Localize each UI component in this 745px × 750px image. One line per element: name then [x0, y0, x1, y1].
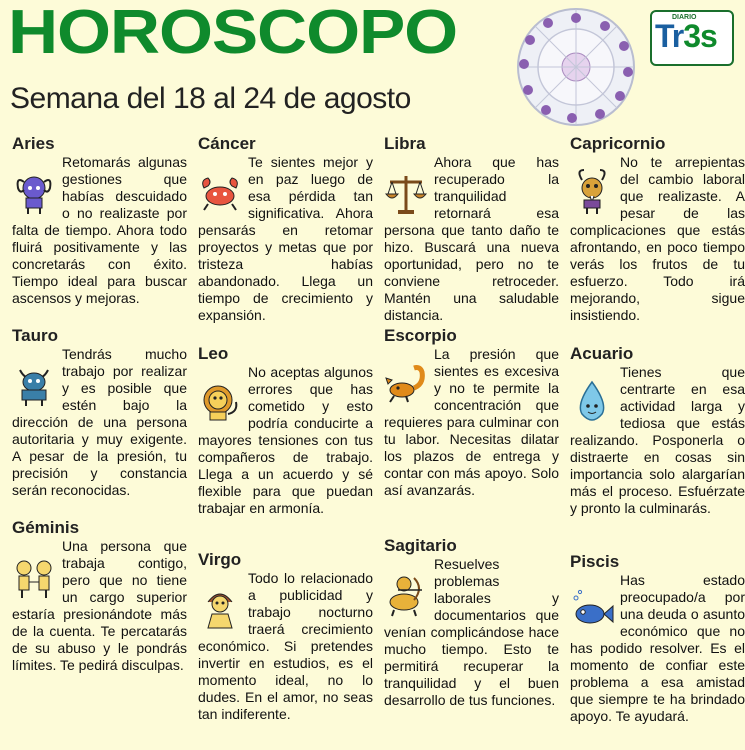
sign-sagitario [384, 536, 559, 709]
scales-icon [384, 168, 428, 216]
sign-tauro [12, 326, 187, 499]
crab-icon [198, 168, 242, 216]
scorpion-icon [384, 360, 428, 408]
sign-virgo [198, 550, 373, 723]
goat-icon [570, 168, 614, 216]
archer-icon [384, 570, 428, 618]
sign-text: Has estado preocupado/a por una deuda o asunto económico que no has podido resolver. Es el momento de confiar este problema a esa amistad que siempre te ha brindado apoyo. Te ayudará. [570, 572, 745, 724]
sign-aries [12, 134, 187, 307]
sign-text: Todo lo relacionado a publicidad y trabajo nocturno traerá crecimiento económico. Si pretendes invertir en estudios, es el momento ideal, no lo dudes. En el amor, no seas tan indiferente. [198, 570, 373, 722]
page-title: HOROSCOPO [8, 0, 458, 67]
sign-text: Retomarás algunas gestiones que habías descuidado o no realizaste por falta de tiempo. Ahora todo fluirá positivamente y las concretarás con éxito. Tiempo ideal para buscar ascensos y mejoras. [12, 154, 187, 306]
sign-text: Una persona que trabaja contigo, pero que no tiene un cargo superior estaría presionándote más de la cuenta. Te percatarás de su abuso y le pondrás límites. Te pedirá disculpas. [12, 538, 187, 673]
diario-tres-logo: DIARIO Tr3s [650, 10, 734, 66]
sign-text: La presión que sientes es excesiva y no te permite la concentración que requieres para culminar con tu labor. Necesitas dilatar los plazos de entrega y contar con más apoyo. Solo así avanzarás. [384, 346, 559, 498]
twins-icon [12, 552, 56, 600]
sign-text: Tendrás mucho trabajo por realizar y es posible que estén bajo la dirección de una persona autoritaria y muy exigente. A pesar de la presión, tu precisión y constancia serán reconocidas. [12, 346, 187, 498]
fish-icon [570, 586, 614, 634]
sign-acuario [570, 344, 745, 517]
sign-title: Acuario [570, 344, 634, 363]
sign-leo [198, 344, 373, 517]
sign-title: Virgo [198, 550, 242, 569]
ram-icon [12, 168, 56, 216]
sign-capricornio [570, 134, 745, 324]
maiden-icon [198, 584, 242, 632]
sign-title: Géminis [12, 518, 80, 537]
sign-text: Tienes que centrarte en esa actividad larga y tediosa que estás realizando. Posponerla o distraerte en cosas sin importancia solo alargarían más el proceso. Esfuérzate y pronto la culminarás. [570, 364, 745, 516]
sign-piscis [570, 552, 745, 725]
water-drop-icon [570, 378, 614, 426]
sign-title: Sagitario [384, 536, 457, 555]
sign-text: No aceptas algunos errores que has cometido y esto podría conducirte a mayores tensiones con tus compañeros de trabajo. Llega a un acuerdo y sé flexible para que puedan trabajar en armonía. [198, 364, 373, 516]
sign-title: Cáncer [198, 134, 256, 153]
sign-title: Capricornio [570, 134, 666, 153]
sign-text: No te arrepientas del cambio laboral que realizaste. A pesar de las complicaciones que estás afrontando, en poco tiempo verás los frutos de tu esfuerzo. Todo irá mejorando, sigue insistiendo. [570, 154, 745, 323]
sign-title: Escorpio [384, 326, 457, 345]
sign-geminis [12, 518, 187, 674]
zodiac-wheel-icon [510, 6, 642, 128]
sign-title: Tauro [12, 326, 58, 345]
sign-title: Leo [198, 344, 229, 363]
sign-title: Libra [384, 134, 426, 153]
bull-icon [12, 360, 56, 408]
sign-libra [384, 134, 559, 324]
sign-title: Piscis [570, 552, 620, 571]
page-subtitle: Semana del 18 al 24 de agosto [10, 82, 411, 115]
sign-title: Aries [12, 134, 55, 153]
sign-text: Te sientes mejor y en paz luego de esa pérdida tan significativa. Ahora pensarás en retomar proyectos y metas que por tristeza habías abandonado. Llega un tiempo de crecimiento y expansión. [198, 154, 373, 323]
sign-escorpio [384, 326, 559, 499]
lion-icon [198, 378, 242, 426]
sign-cancer [198, 134, 373, 324]
sign-text: Resuelves problemas laborales y documentarios que venían complicándose hace mucho tiempo. Esto te permitirá recuperar la tranquilidad y el buen desarrollo de tus funciones. [384, 556, 559, 708]
sign-text: Ahora que has recuperado la tranquilidad retornará esa persona que tanto daño te hizo. Buscará una nueva oportunidad, pero no te conviene retroceder. Mantén una saludable distancia. [384, 154, 559, 323]
